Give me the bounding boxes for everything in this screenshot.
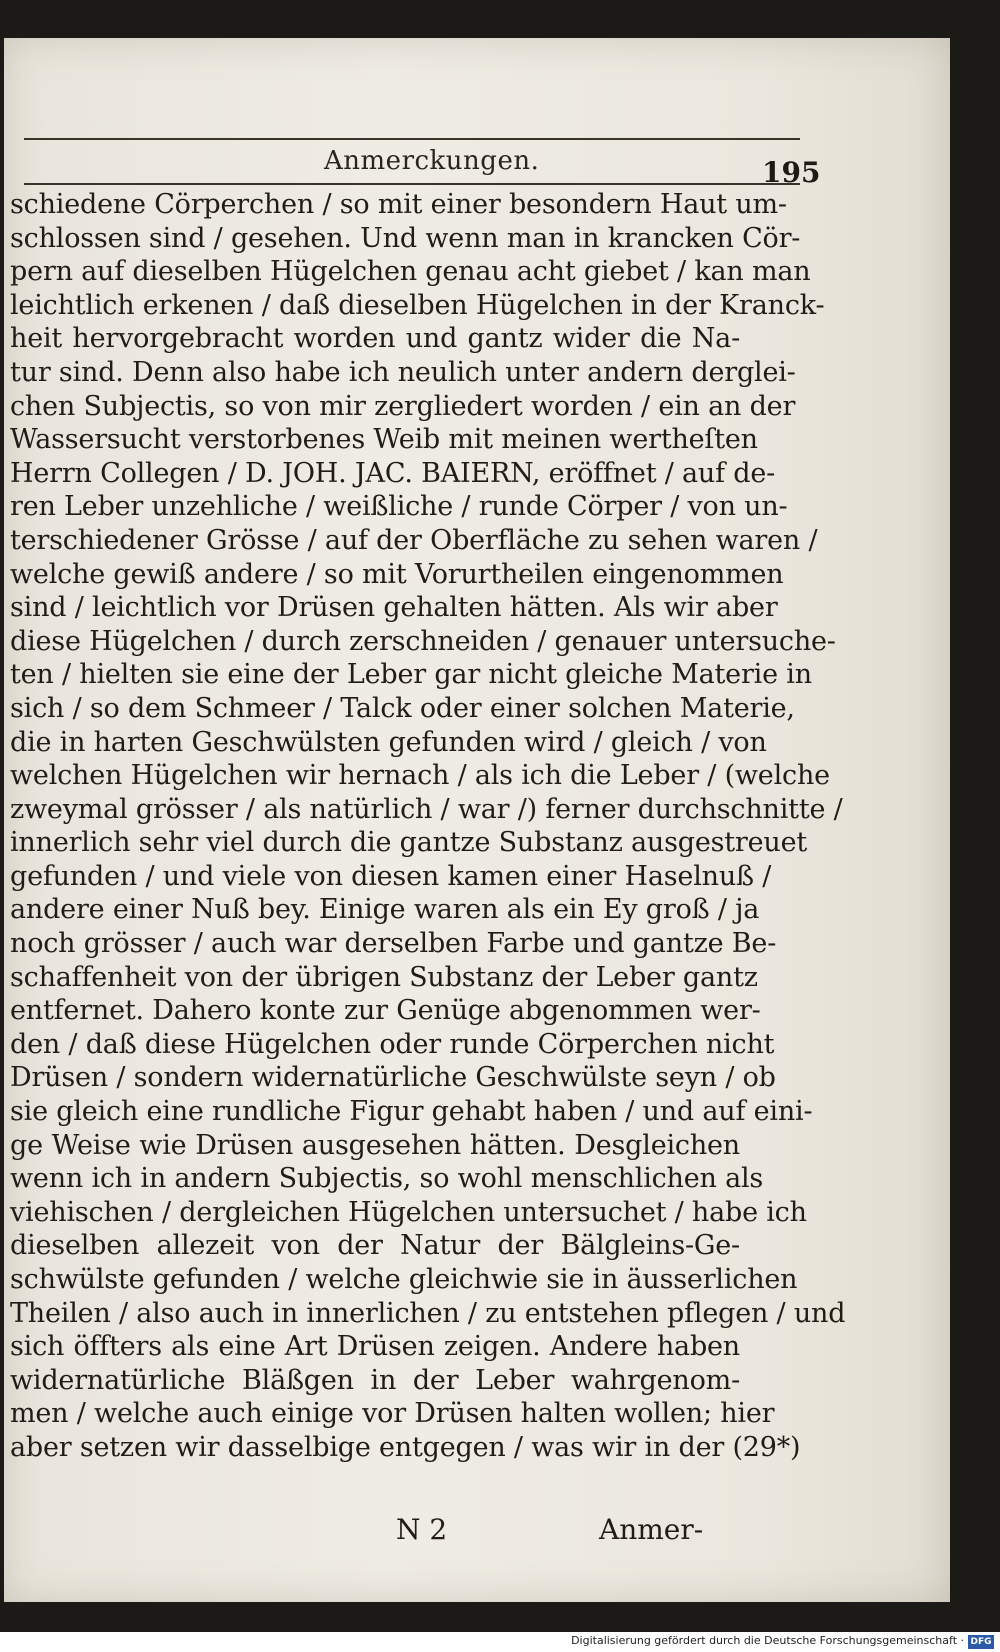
text-line: Theilen / also auch in innerlichen / zu entstehen pflegen / und bbox=[10, 1297, 846, 1329]
text-line: sie gleich eine rundliche Figur gehabt haben / und auf eini- bbox=[10, 1096, 813, 1128]
text-line: schaffenheit von der übrigen Substanz der Leber gantz bbox=[10, 961, 758, 993]
text-line: welche gewiß andere / so mit Vorurtheilen eingenommen bbox=[10, 558, 784, 590]
text-line: die in harten Geschwülsten gefunden wird / gleich / von bbox=[10, 726, 767, 758]
text-line: schiedene Cörperchen / so mit einer besondern Haut um- bbox=[10, 189, 787, 220]
catchword: Anmer- bbox=[599, 1513, 704, 1546]
text-line: men / welche auch einige vor Drüsen halten wollen; hier bbox=[10, 1398, 775, 1430]
text-line: tur sind. Denn also habe ich neulich unter andern derglei- bbox=[10, 356, 796, 388]
signature-mark: N 2 bbox=[396, 1513, 448, 1546]
text-line: ge Weise wie Drüsen ausgesehen hätten. Desgleichen bbox=[10, 1129, 740, 1161]
text-line: diese Hügelchen / durch zerschneiden / genauer untersuche- bbox=[10, 625, 836, 657]
text-line: innerlich sehr viel durch die gantze Substanz ausgestreuet bbox=[10, 827, 808, 859]
header-rule-top bbox=[24, 138, 800, 140]
text-line: gefunden / und viele von diesen kamen einer Haselnuß / bbox=[10, 860, 772, 892]
running-head: Anmerckungen. bbox=[324, 146, 540, 176]
text-line: den / daß diese Hügelchen oder runde Cörperchen nicht bbox=[10, 1028, 775, 1060]
text-line: pern auf dieselben Hügelchen genau acht giebet / kan man bbox=[10, 256, 811, 288]
text-line: sich öffters als eine Art Drüsen zeigen. Andere haben bbox=[10, 1331, 740, 1363]
dfg-logo-icon: DFG bbox=[968, 1635, 994, 1649]
text-line: leichtlich erkenen / daß dieselben Hügelchen in der Kranck- bbox=[10, 289, 825, 321]
body-text bbox=[10, 188, 846, 1465]
header-rule-bottom bbox=[24, 183, 800, 185]
text-line: Drüsen / sondern widernatürliche Geschwülste seyn / ob bbox=[10, 1062, 776, 1094]
text-line: ten / hielten sie eine der Leber gar nicht gleiche Materie in bbox=[10, 659, 812, 691]
credit-text: Digitalisierung gefördert durch die Deutsche Forschungsgemeinschaft · bbox=[571, 1634, 964, 1647]
text-line: schlossen sind / gesehen. Und wenn man in krancken Cör- bbox=[10, 222, 801, 254]
text-line: noch grösser / auch war derselben Farbe und gantze Be- bbox=[10, 928, 777, 960]
text-line: sind / leichtlich vor Drüsen gehalten hätten. Als wir aber bbox=[10, 592, 778, 624]
text-line: wenn ich in andern Subjectis, so wohl menschlichen als bbox=[10, 1163, 764, 1195]
text-line: ren Leber unzehliche / weißliche / runde Cörper / von un- bbox=[10, 491, 788, 523]
text-line: zweymal grösser / als natürlich / war /) ferner durchschnitte / bbox=[10, 793, 843, 825]
text-line: widernatürliche Bläßgen in der Leber wahrgenom- bbox=[10, 1364, 740, 1396]
book-page bbox=[4, 38, 950, 1602]
page-number: 195 bbox=[762, 156, 821, 189]
text-line: aber setzen wir dasselbige entgegen / was wir in der (29*) bbox=[10, 1431, 801, 1463]
text-line: heit hervorgebracht worden und gantz wider die Na- bbox=[10, 323, 740, 355]
text-line: chen Subjectis, so von mir zergliedert worden / ein an der bbox=[10, 390, 796, 422]
text-line: terschiedener Grösse / auf der Oberfläche zu sehen waren / bbox=[10, 524, 818, 556]
text-line: sich / so dem Schmeer / Talck oder einer solchen Materie, bbox=[10, 692, 795, 724]
text-line: Herrn Collegen / D. JOH. JAC. BAIERN, eröffnet / auf de- bbox=[10, 457, 776, 489]
text-line: Wassersucht verstorbenes Weib mit meinen wertheſten bbox=[10, 424, 758, 456]
text-line: entfernet. Dahero konte zur Genüge abgenommen wer- bbox=[10, 995, 761, 1027]
text-line: dieselben allezeit von der Natur der Bälgleins-Ge- bbox=[10, 1230, 740, 1262]
text-line: viehischen / dergleichen Hügelchen untersuchet / habe ich bbox=[10, 1196, 807, 1228]
text-line: schwülste gefunden / welche gleichwie sie in äusserlichen bbox=[10, 1264, 798, 1295]
text-line: andere einer Nuß bey. Einige waren als ein Ey groß / ja bbox=[10, 894, 760, 926]
credit-bar bbox=[0, 1632, 1000, 1652]
text-line: welchen Hügelchen wir hernach / als ich die Leber / (welche bbox=[10, 760, 830, 792]
